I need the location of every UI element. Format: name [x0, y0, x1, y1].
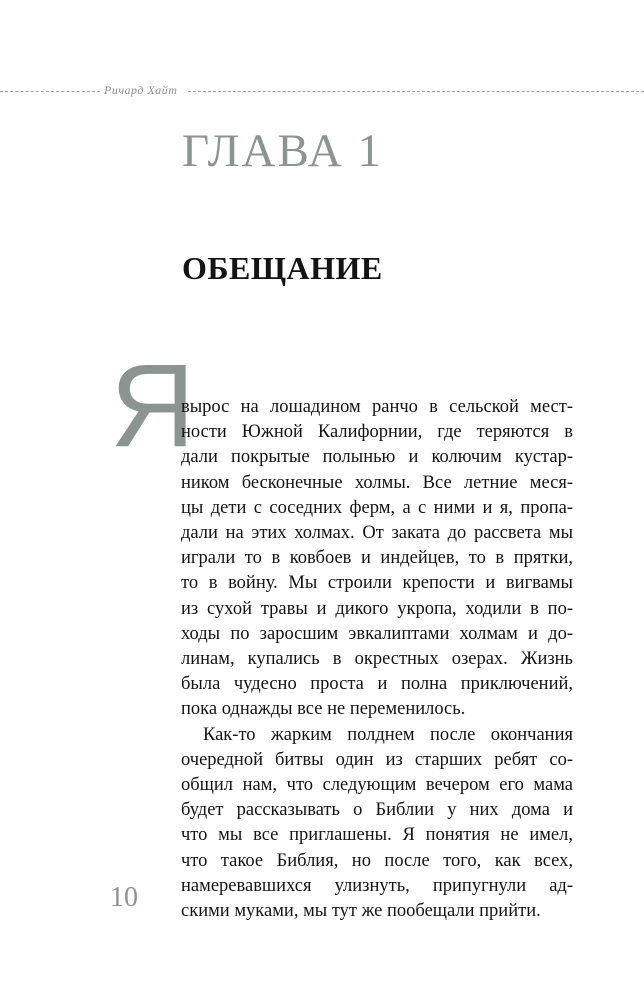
text-line: очередной битвы один из старших ребят со-: [181, 749, 573, 770]
chapter-title: ОБЕЩАНИЕ: [182, 250, 383, 286]
text-line: то в войну. Мы строили крепости и вигвамы: [181, 573, 573, 594]
running-head-rule-left: [0, 91, 100, 92]
text-line: что такое Библия, но после того, как всех,: [181, 850, 573, 871]
text-line: намеревавшихся улизнуть, припугнули ад-: [181, 875, 573, 896]
drop-cap: Я: [110, 340, 196, 472]
text-line: Как-то жарким полднем после окончания: [203, 724, 573, 745]
running-head-rule-right: [188, 91, 644, 92]
text-line: цы дети с соседних ферм, а с ними и я, пропа-: [181, 497, 573, 518]
text-line: скими муками, мы тут же пообещали прийти.: [181, 901, 541, 922]
text-line: ности Южной Калифорнии, где теряются в: [181, 422, 573, 443]
body-text: [181, 395, 573, 924]
chapter-label: ГЛАВА 1: [182, 125, 384, 177]
text-line: ником бесконечные холмы. Все летние меся-: [181, 472, 573, 493]
running-head-author: Ричард Хайт: [104, 83, 178, 97]
text-line: была чудесно проста и полна приключений,: [181, 674, 573, 695]
text-line: дали покрытые полынью и колючим кустар-: [181, 447, 573, 468]
text-line: пока однажды все не переменилось.: [181, 699, 466, 720]
page-number: 10: [110, 882, 138, 913]
text-line: что мы все приглашены. Я понятия не имел,: [181, 825, 573, 846]
text-line: линам, купались в окрестных озерах. Жизнь: [181, 649, 573, 670]
text-line: общил нам, что следующим вечером его мама: [181, 775, 573, 796]
text-line: вырос на лошадином ранчо в сельской мест-: [181, 397, 573, 417]
text-line: будет рассказывать о Библии у них дома и: [181, 800, 573, 821]
text-line: дали на этих холмах. От заката до рассвета мы: [181, 523, 573, 544]
text-line: играли то в ковбоев и индейцев, то в прятки,: [181, 548, 573, 569]
text-line: ходы по заросшим эвкалиптами холмам и до-: [181, 623, 573, 644]
running-head: [0, 82, 644, 102]
text-line: из сухой травы и дикого укропа, ходили в по-: [181, 598, 573, 619]
